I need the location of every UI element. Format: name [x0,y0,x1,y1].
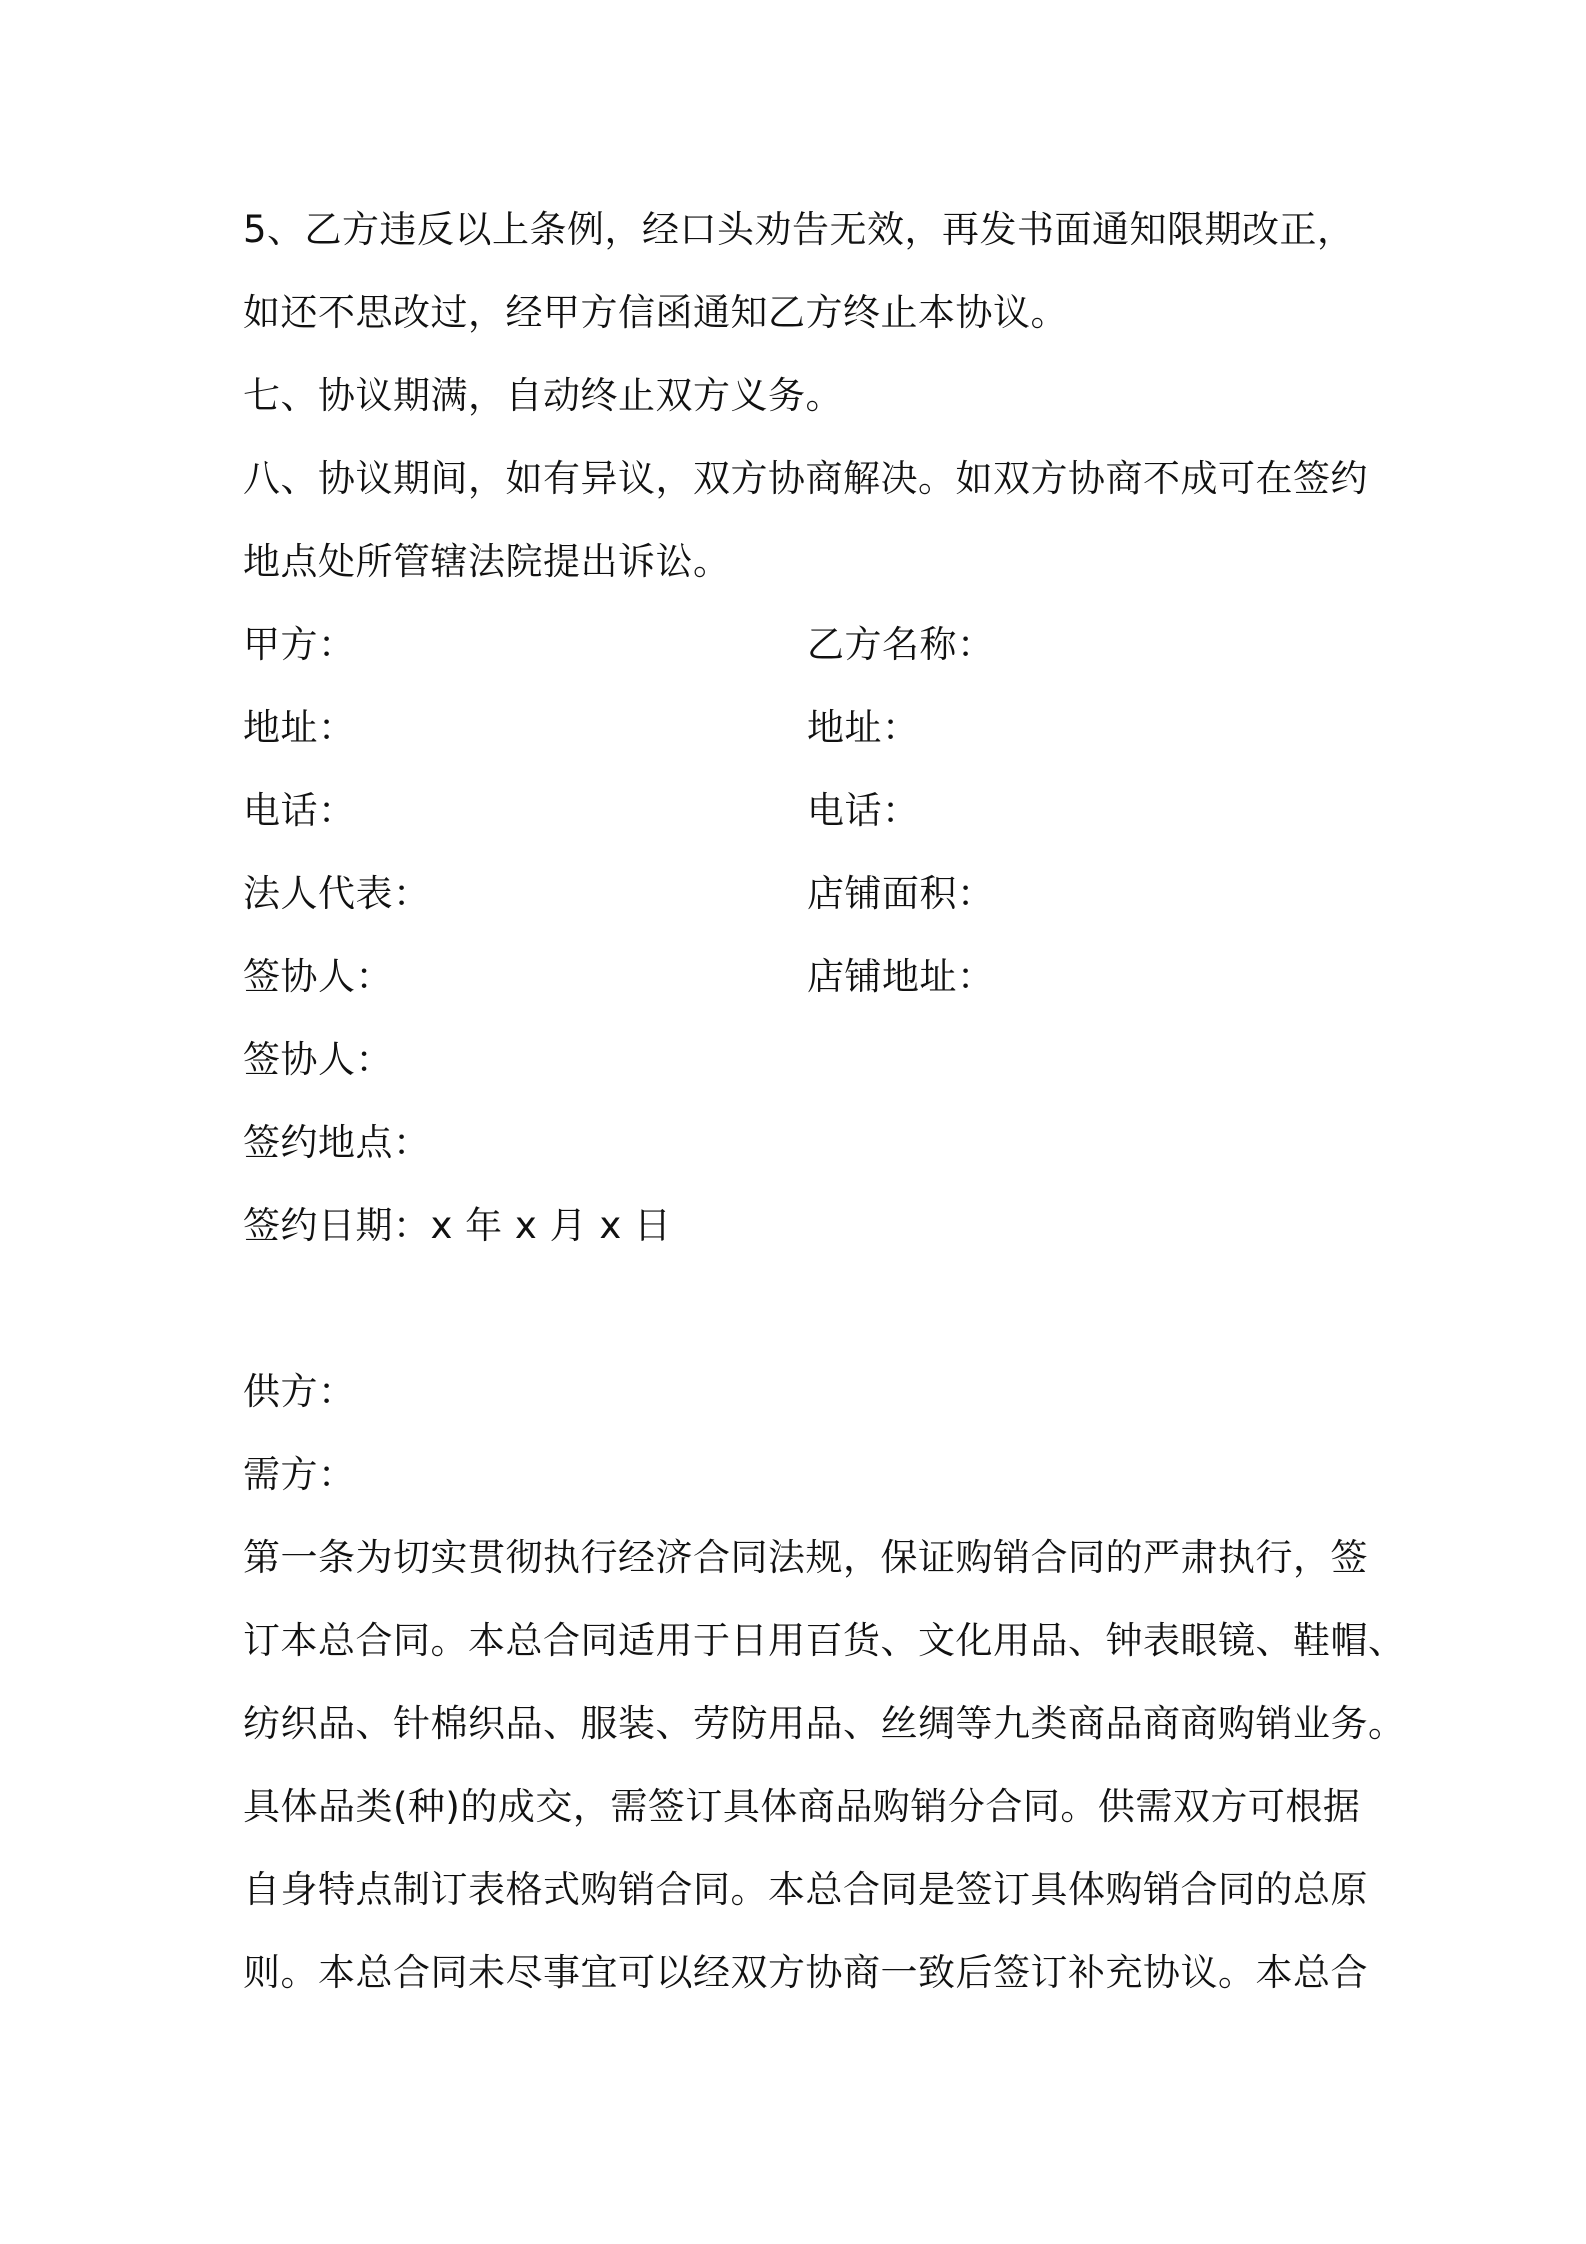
party-a-label: 甲方： [243,623,356,666]
supplier-label: 供方： [243,1370,356,1413]
party-b-name-label: 乙方名称： [807,623,995,666]
party-a-phone-label: 电话： [243,789,356,832]
signatory-label-1: 签协人： [243,955,393,998]
store-address-label: 店铺地址： [807,955,995,998]
article-1-line-4: 具体品类(种)的成交，需签订具体商品购销分合同。供需双方可根据 [243,1785,1361,1828]
clause-5-line-2: 如还不思改过，经甲方信函通知乙方终止本协议。 [243,291,1068,334]
article-1-line-1: 第一条为切实贯彻执行经济合同法规，保证购销合同的严肃执行，签 [243,1536,1368,1579]
clause-8-line-1: 八、协议期间，如有异议，双方协商解决。如双方协商不成可在签约 [243,457,1368,500]
party-b-phone-label: 电话： [807,789,920,832]
party-b-address-label: 地址： [807,706,920,749]
article-1-line-5: 自身特点制订表格式购销合同。本总合同是签订具体购销合同的总原 [243,1868,1368,1911]
clause-5-line-1: 5、乙方违反以上条例，经口头劝告无效，再发书面通知限期改正， [243,208,1355,251]
article-1-line-6: 则。本总合同未尽事宜可以经双方协商一致后签订补充协议。本总合 [243,1951,1368,1994]
party-a-address-label: 地址： [243,706,356,749]
store-area-label: 店铺面积： [807,872,995,915]
clause-8-line-2: 地点处所管辖法院提出诉讼。 [243,540,731,583]
article-1-line-2: 订本总合同。本总合同适用于日用百货、文化用品、钟表眼镜、鞋帽、 [243,1619,1406,1662]
buyer-label: 需方： [243,1453,356,1496]
signatory-label-2: 签协人： [243,1038,393,1081]
legal-representative-label: 法人代表： [243,872,431,915]
article-1-line-3: 纺织品、针棉织品、服装、劳防用品、丝绸等九类商品商商购销业务。 [243,1702,1406,1745]
signing-date-label: 签约日期：x 年 x 月 x 日 [243,1204,672,1247]
clause-7: 七、协议期满，自动终止双方义务。 [243,374,843,417]
signing-place-label: 签约地点： [243,1121,431,1164]
